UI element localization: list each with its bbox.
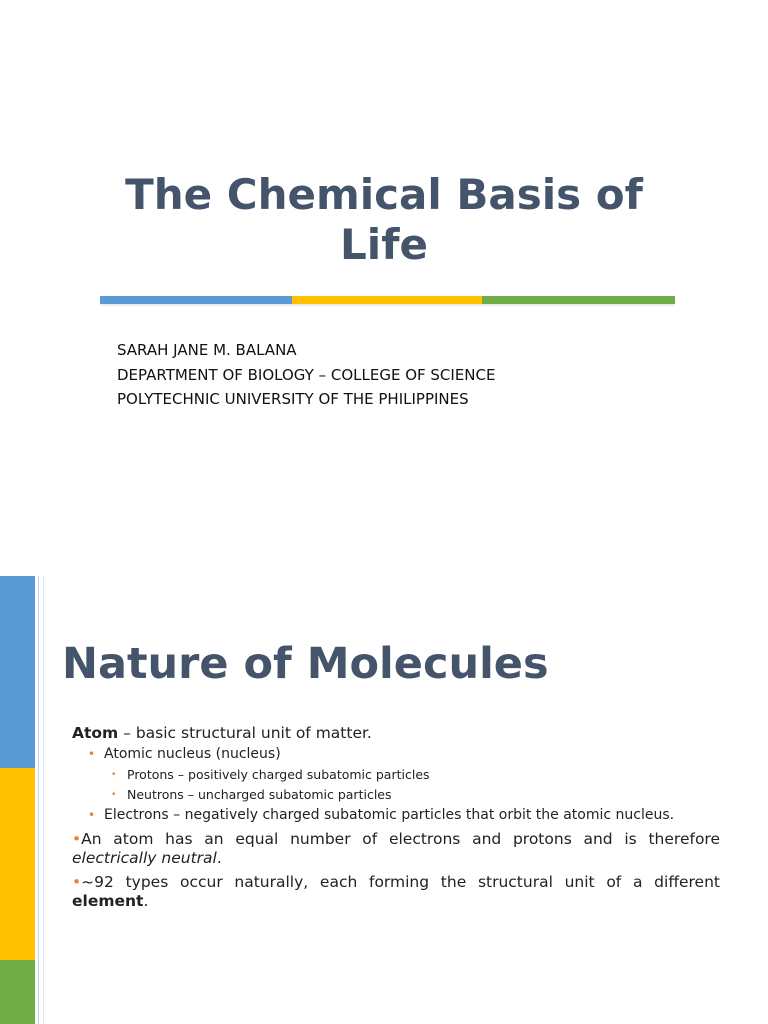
atom-term: Atom xyxy=(72,724,119,742)
author-name: SARAH JANE M. BALANA xyxy=(117,341,297,359)
content-slide xyxy=(0,576,768,1024)
atom-def-text: – basic structural unit of matter. xyxy=(118,724,372,742)
para-text: ~92 types occur naturally, each forming the structural unit of a different xyxy=(81,873,720,891)
bullet-icon: • xyxy=(88,808,96,822)
department: DEPARTMENT OF BIOLOGY – COLLEGE OF SCIENCE xyxy=(117,365,496,384)
paragraph-elements xyxy=(72,873,720,911)
para-end: . xyxy=(216,849,222,867)
list-item-text: Atomic nucleus (nucleus) xyxy=(104,746,281,762)
accent-bar-blue xyxy=(100,296,292,304)
list-item-text: Neutrons – uncharged subatomic particles xyxy=(127,787,392,802)
bullet-icon: • xyxy=(111,790,117,800)
paragraph-neutral xyxy=(72,830,720,868)
accent-bar-green xyxy=(482,296,675,304)
side-bar-blue xyxy=(0,576,35,768)
accent-bar-yellow xyxy=(292,296,482,304)
para-end: . xyxy=(143,892,149,910)
subtitle-block xyxy=(117,338,495,412)
side-bar-green xyxy=(0,960,35,1024)
list-item-text: Electrons – negatively charged subatomic particles that orbit the atomic nucleus. xyxy=(104,807,675,823)
bullet-icon: • xyxy=(88,747,96,761)
title-line-1: The Chemical Basis of xyxy=(125,170,643,219)
bullet-icon: • xyxy=(72,873,82,891)
side-bar-yellow xyxy=(0,768,35,960)
university: POLYTECHNIC UNIVERSITY OF THE PHILIPPINES xyxy=(117,390,469,408)
slide-title: Nature of Molecules xyxy=(62,639,549,689)
bullet-icon: • xyxy=(111,770,117,780)
para-text: An atom has an equal number of electrons and protons and is therefore xyxy=(81,830,720,848)
list-item xyxy=(88,744,720,765)
title-line-2: Life xyxy=(340,220,428,269)
bullet-icon: • xyxy=(72,830,82,848)
atom-definition xyxy=(72,722,720,744)
list-item xyxy=(88,805,720,826)
divider-line xyxy=(38,576,39,1024)
para-emphasis: electrically neutral xyxy=(72,849,217,867)
accent-bar-shadow xyxy=(100,304,675,306)
list-item-text: Protons – positively charged subatomic particles xyxy=(127,767,430,782)
divider-line-light xyxy=(43,576,44,1024)
para-strong: element xyxy=(72,892,144,910)
slide-title xyxy=(60,170,708,270)
list-item xyxy=(111,765,720,785)
list-item xyxy=(111,785,720,805)
slide-content xyxy=(72,722,720,911)
